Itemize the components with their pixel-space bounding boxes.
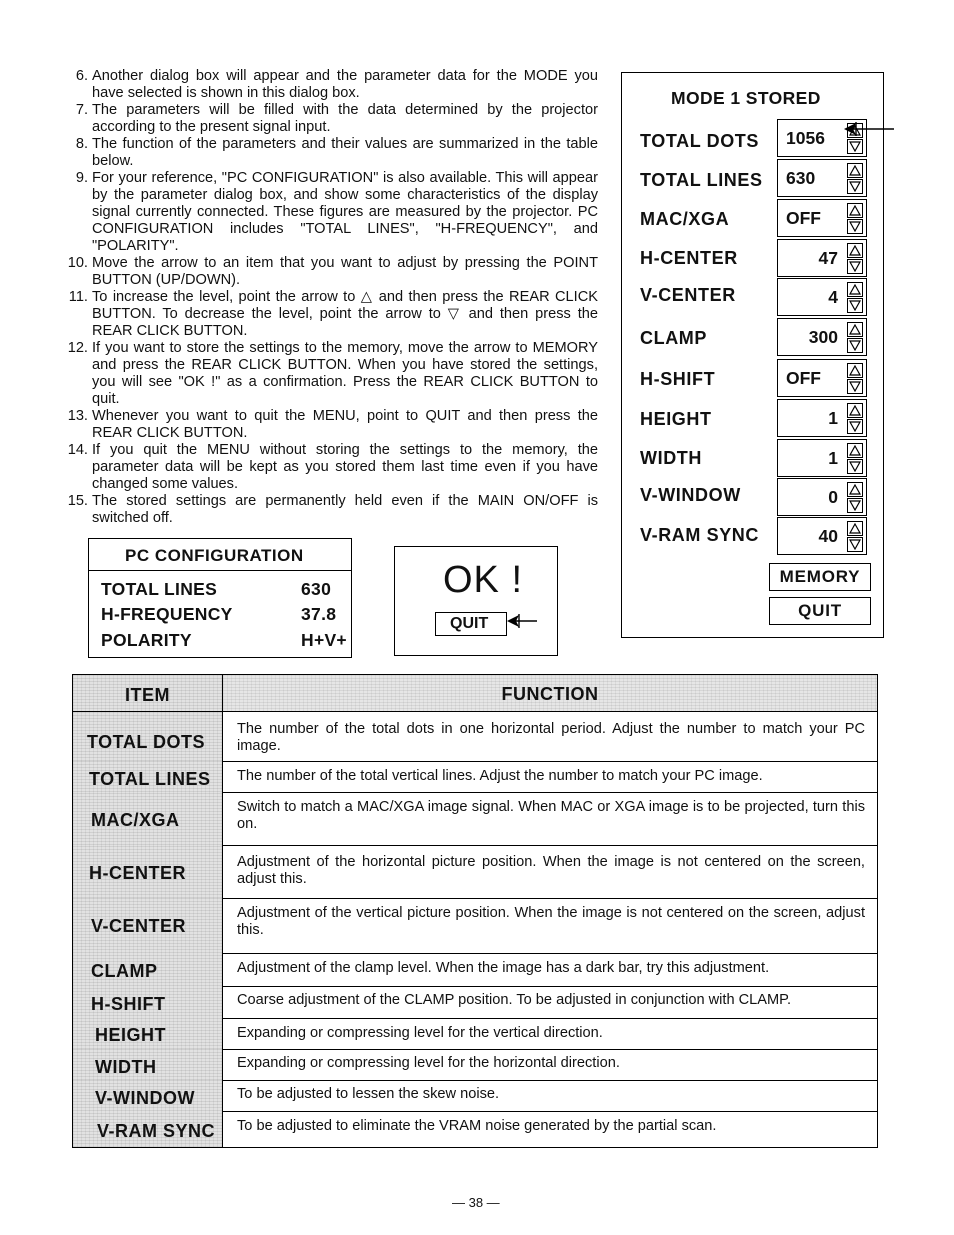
param-field-v-ram-sync[interactable] <box>777 517 867 555</box>
table-header-item: ITEM <box>73 675 223 712</box>
table-row-item: H-SHIFT <box>73 986 223 1019</box>
config-row-total-lines <box>101 579 331 604</box>
instruction-step <box>60 255 598 289</box>
param-value: 1056 <box>786 128 825 148</box>
step-text: The function of the parameters and their values are summarized in the table below. <box>92 136 598 169</box>
step-number: 9. <box>75 170 88 186</box>
param-label-clamp: CLAMP <box>640 328 707 348</box>
page-number: — 38 — <box>452 1195 500 1210</box>
param-label-mac-xga: MAC/XGA <box>640 209 730 229</box>
decrease-arrow-icon[interactable] <box>847 498 863 513</box>
param-field-clamp[interactable] <box>777 318 867 356</box>
param-field-total-lines[interactable] <box>777 159 867 197</box>
step-text: The parameters will be filled with the data determined by the projector according to the present signal input. <box>92 102 598 135</box>
decrease-arrow-icon[interactable] <box>847 179 863 194</box>
table-row-item: WIDTH <box>73 1049 223 1080</box>
table-row-item: H-CENTER <box>73 845 223 898</box>
table-row-function: To be adjusted to lessen the skew noise. <box>237 1086 500 1102</box>
function-table <box>72 674 878 1148</box>
param-value: 1 <box>828 408 838 428</box>
increase-arrow-icon[interactable] <box>847 403 863 418</box>
instruction-step <box>60 102 598 136</box>
instruction-step <box>60 493 598 527</box>
config-value: 37.8 <box>301 604 337 624</box>
increase-arrow-icon[interactable] <box>847 243 863 258</box>
decrease-arrow-icon[interactable] <box>847 338 863 353</box>
step-number: 11. <box>68 289 88 305</box>
decrease-arrow-icon[interactable] <box>847 219 863 234</box>
decrease-arrow-icon[interactable] <box>847 379 863 394</box>
table-row-item: CLAMP <box>73 953 223 986</box>
step-number: 6. <box>75 68 88 84</box>
param-value: 4 <box>828 287 838 307</box>
param-label-width: WIDTH <box>640 448 702 468</box>
step-text: To increase the level, point the arrow to △ and then press the REAR CLICK BUTTON. To decrease the level, point the arrow to ▽ and then press the REAR CLICK BUTTON. <box>92 289 598 339</box>
param-value: 40 <box>818 526 838 546</box>
step-text: Another dialog box will appear and the parameter data for the MODE you have selected is shown in this dialog box. <box>92 68 598 101</box>
param-label-h-center: H-CENTER <box>640 248 738 268</box>
table-row-function: Expanding or compressing level for the vertical direction. <box>237 1025 603 1041</box>
table-row-function: Adjustment of the clamp level. When the image has a dark bar, try this adjustment. <box>237 960 770 976</box>
param-label-total-dots: TOTAL DOTS <box>640 131 760 151</box>
table-row-item: V-RAM SYNC <box>73 1111 223 1147</box>
pc-configuration-box <box>88 538 352 658</box>
param-label-v-center: V-CENTER <box>640 285 736 305</box>
param-value: 47 <box>818 248 838 268</box>
table-row-item: TOTAL LINES <box>73 761 223 792</box>
param-label-total-lines: TOTAL LINES <box>640 170 763 190</box>
table-header-function: FUNCTION <box>223 675 877 712</box>
param-label-v-window: V-WINDOW <box>640 485 741 505</box>
param-value: 1 <box>828 448 838 468</box>
decrease-arrow-icon[interactable] <box>847 459 863 474</box>
param-field-height[interactable] <box>777 399 867 437</box>
step-text: If you want to store the settings to the memory, move the arrow to MEMORY and press the REAR CLICK BUTTON. When you have stored the settings, you will see "OK !" as a confirmation. Press the REAR CLICK BUTTON to quit. <box>92 340 598 407</box>
param-field-width[interactable] <box>777 439 867 477</box>
step-text: Move the arrow to an item that you want to adjust by pressing the POINT BUTTON (UP/DOWN). <box>92 255 598 288</box>
pc-configuration-title: PC CONFIGURATION <box>89 539 351 571</box>
table-row-item: TOTAL DOTS <box>73 712 223 761</box>
param-value: 300 <box>808 327 838 347</box>
increase-arrow-icon[interactable] <box>847 322 863 337</box>
instruction-list <box>60 68 598 527</box>
increase-arrow-icon[interactable] <box>847 482 863 497</box>
decrease-arrow-icon[interactable] <box>847 259 863 274</box>
param-value: OFF <box>786 208 821 228</box>
step-number: 15. <box>67 493 88 509</box>
memory-button[interactable]: MEMORY <box>769 563 871 591</box>
param-label-v-ram-sync: V-RAM SYNC <box>640 525 760 545</box>
quit-button[interactable]: QUIT <box>769 597 871 625</box>
step-number: 8. <box>75 136 88 152</box>
table-row-function: Switch to match a MAC/XGA image signal. When MAC or XGA image is to be projected, turn this on. <box>237 799 865 832</box>
instruction-step <box>60 136 598 170</box>
config-row-h-frequency <box>101 604 337 629</box>
step-number: 7. <box>75 102 88 118</box>
config-value: 630 <box>301 579 332 599</box>
decrease-arrow-icon[interactable] <box>847 298 863 313</box>
table-row-function: Coarse adjustment of the CLAMP position. To be adjusted in conjunction with CLAMP. <box>237 992 792 1008</box>
table-row-function: Adjustment of the vertical picture position. When the image is not centered on the screen, adjust this. <box>237 905 865 938</box>
decrease-arrow-icon[interactable] <box>847 139 863 154</box>
step-text: If you quit the MENU without storing the settings to the memory, the parameter data will be kept as you stored them last time even if you have changed some values. <box>92 442 598 492</box>
instruction-step <box>60 170 598 255</box>
table-row-item: V-WINDOW <box>73 1080 223 1111</box>
config-label: H-FREQUENCY <box>101 604 233 624</box>
step-text: Whenever you want to quit the MENU, point to QUIT and then press the REAR CLICK BUTTON. <box>92 408 598 441</box>
config-row-polarity <box>101 630 347 655</box>
table-row-item: V-CENTER <box>73 898 223 953</box>
step-text: The stored settings are permanently held even if the MAIN ON/OFF is switched off. <box>92 493 598 526</box>
param-field-h-center[interactable] <box>777 239 867 277</box>
increase-arrow-icon[interactable] <box>847 443 863 458</box>
table-row-item: HEIGHT <box>73 1018 223 1049</box>
table-row-item: MAC/XGA <box>73 792 223 845</box>
mode-parameter-dialog <box>621 72 884 638</box>
instruction-step <box>60 340 598 408</box>
increase-arrow-icon[interactable] <box>847 521 863 536</box>
decrease-arrow-icon[interactable] <box>847 419 863 434</box>
param-label-height: HEIGHT <box>640 409 712 429</box>
ok-confirmation-dialog <box>394 546 558 656</box>
pointer-arrow-icon <box>505 611 539 631</box>
config-label: TOTAL LINES <box>101 579 218 599</box>
instruction-step <box>60 442 598 493</box>
decrease-arrow-icon[interactable] <box>847 537 863 552</box>
table-row-function: The number of the total vertical lines. Adjust the number to match your PC image. <box>237 768 763 784</box>
step-number: 13. <box>67 408 88 424</box>
table-row-function: Expanding or compressing level for the horizontal direction. <box>237 1055 620 1071</box>
mode-dialog-title: MODE 1 STORED <box>671 88 821 108</box>
increase-arrow-icon[interactable] <box>847 282 863 297</box>
increase-arrow-icon[interactable] <box>847 163 863 178</box>
pointer-arrow-icon <box>838 121 896 137</box>
table-row-function: The number of the total dots in one horizontal period. Adjust the number to match your PC image. <box>237 721 865 754</box>
param-value: 630 <box>786 168 816 188</box>
step-number: 12. <box>67 340 88 356</box>
config-value: H+V+ <box>301 630 347 650</box>
param-field-v-window[interactable] <box>777 478 867 516</box>
param-label-h-shift: H-SHIFT <box>640 369 716 389</box>
config-label: POLARITY <box>101 630 192 650</box>
param-field-h-shift[interactable] <box>777 359 867 397</box>
table-row-function: To be adjusted to eliminate the VRAM noise generated by the partial scan. <box>237 1118 717 1134</box>
param-value: OFF <box>786 368 821 388</box>
step-number: 10. <box>67 255 88 271</box>
step-number: 14. <box>67 442 88 458</box>
table-row-function: Adjustment of the horizontal picture position. When the image is not centered on the screen, adjust this. <box>237 854 865 887</box>
ok-message: OK ! <box>443 559 524 601</box>
param-value: 0 <box>828 487 838 507</box>
ok-quit-button[interactable]: QUIT <box>435 612 507 636</box>
instruction-step <box>60 289 598 340</box>
step-text: For your reference, "PC CONFIGURATION" is also available. This will appear by the parameter dialog box, and show some characteristics of the display signal currently connected. These figures are measured by the projector. PC CONFIGURATION includes "TOTAL LINES", "H-FREQUENCY", and "POLARITY". <box>92 170 598 254</box>
instruction-step <box>60 408 598 442</box>
increase-arrow-icon[interactable] <box>847 363 863 378</box>
param-field-mac-xga[interactable] <box>777 199 867 237</box>
instruction-step <box>60 68 598 102</box>
increase-arrow-icon[interactable] <box>847 203 863 218</box>
param-field-v-center[interactable] <box>777 278 867 316</box>
